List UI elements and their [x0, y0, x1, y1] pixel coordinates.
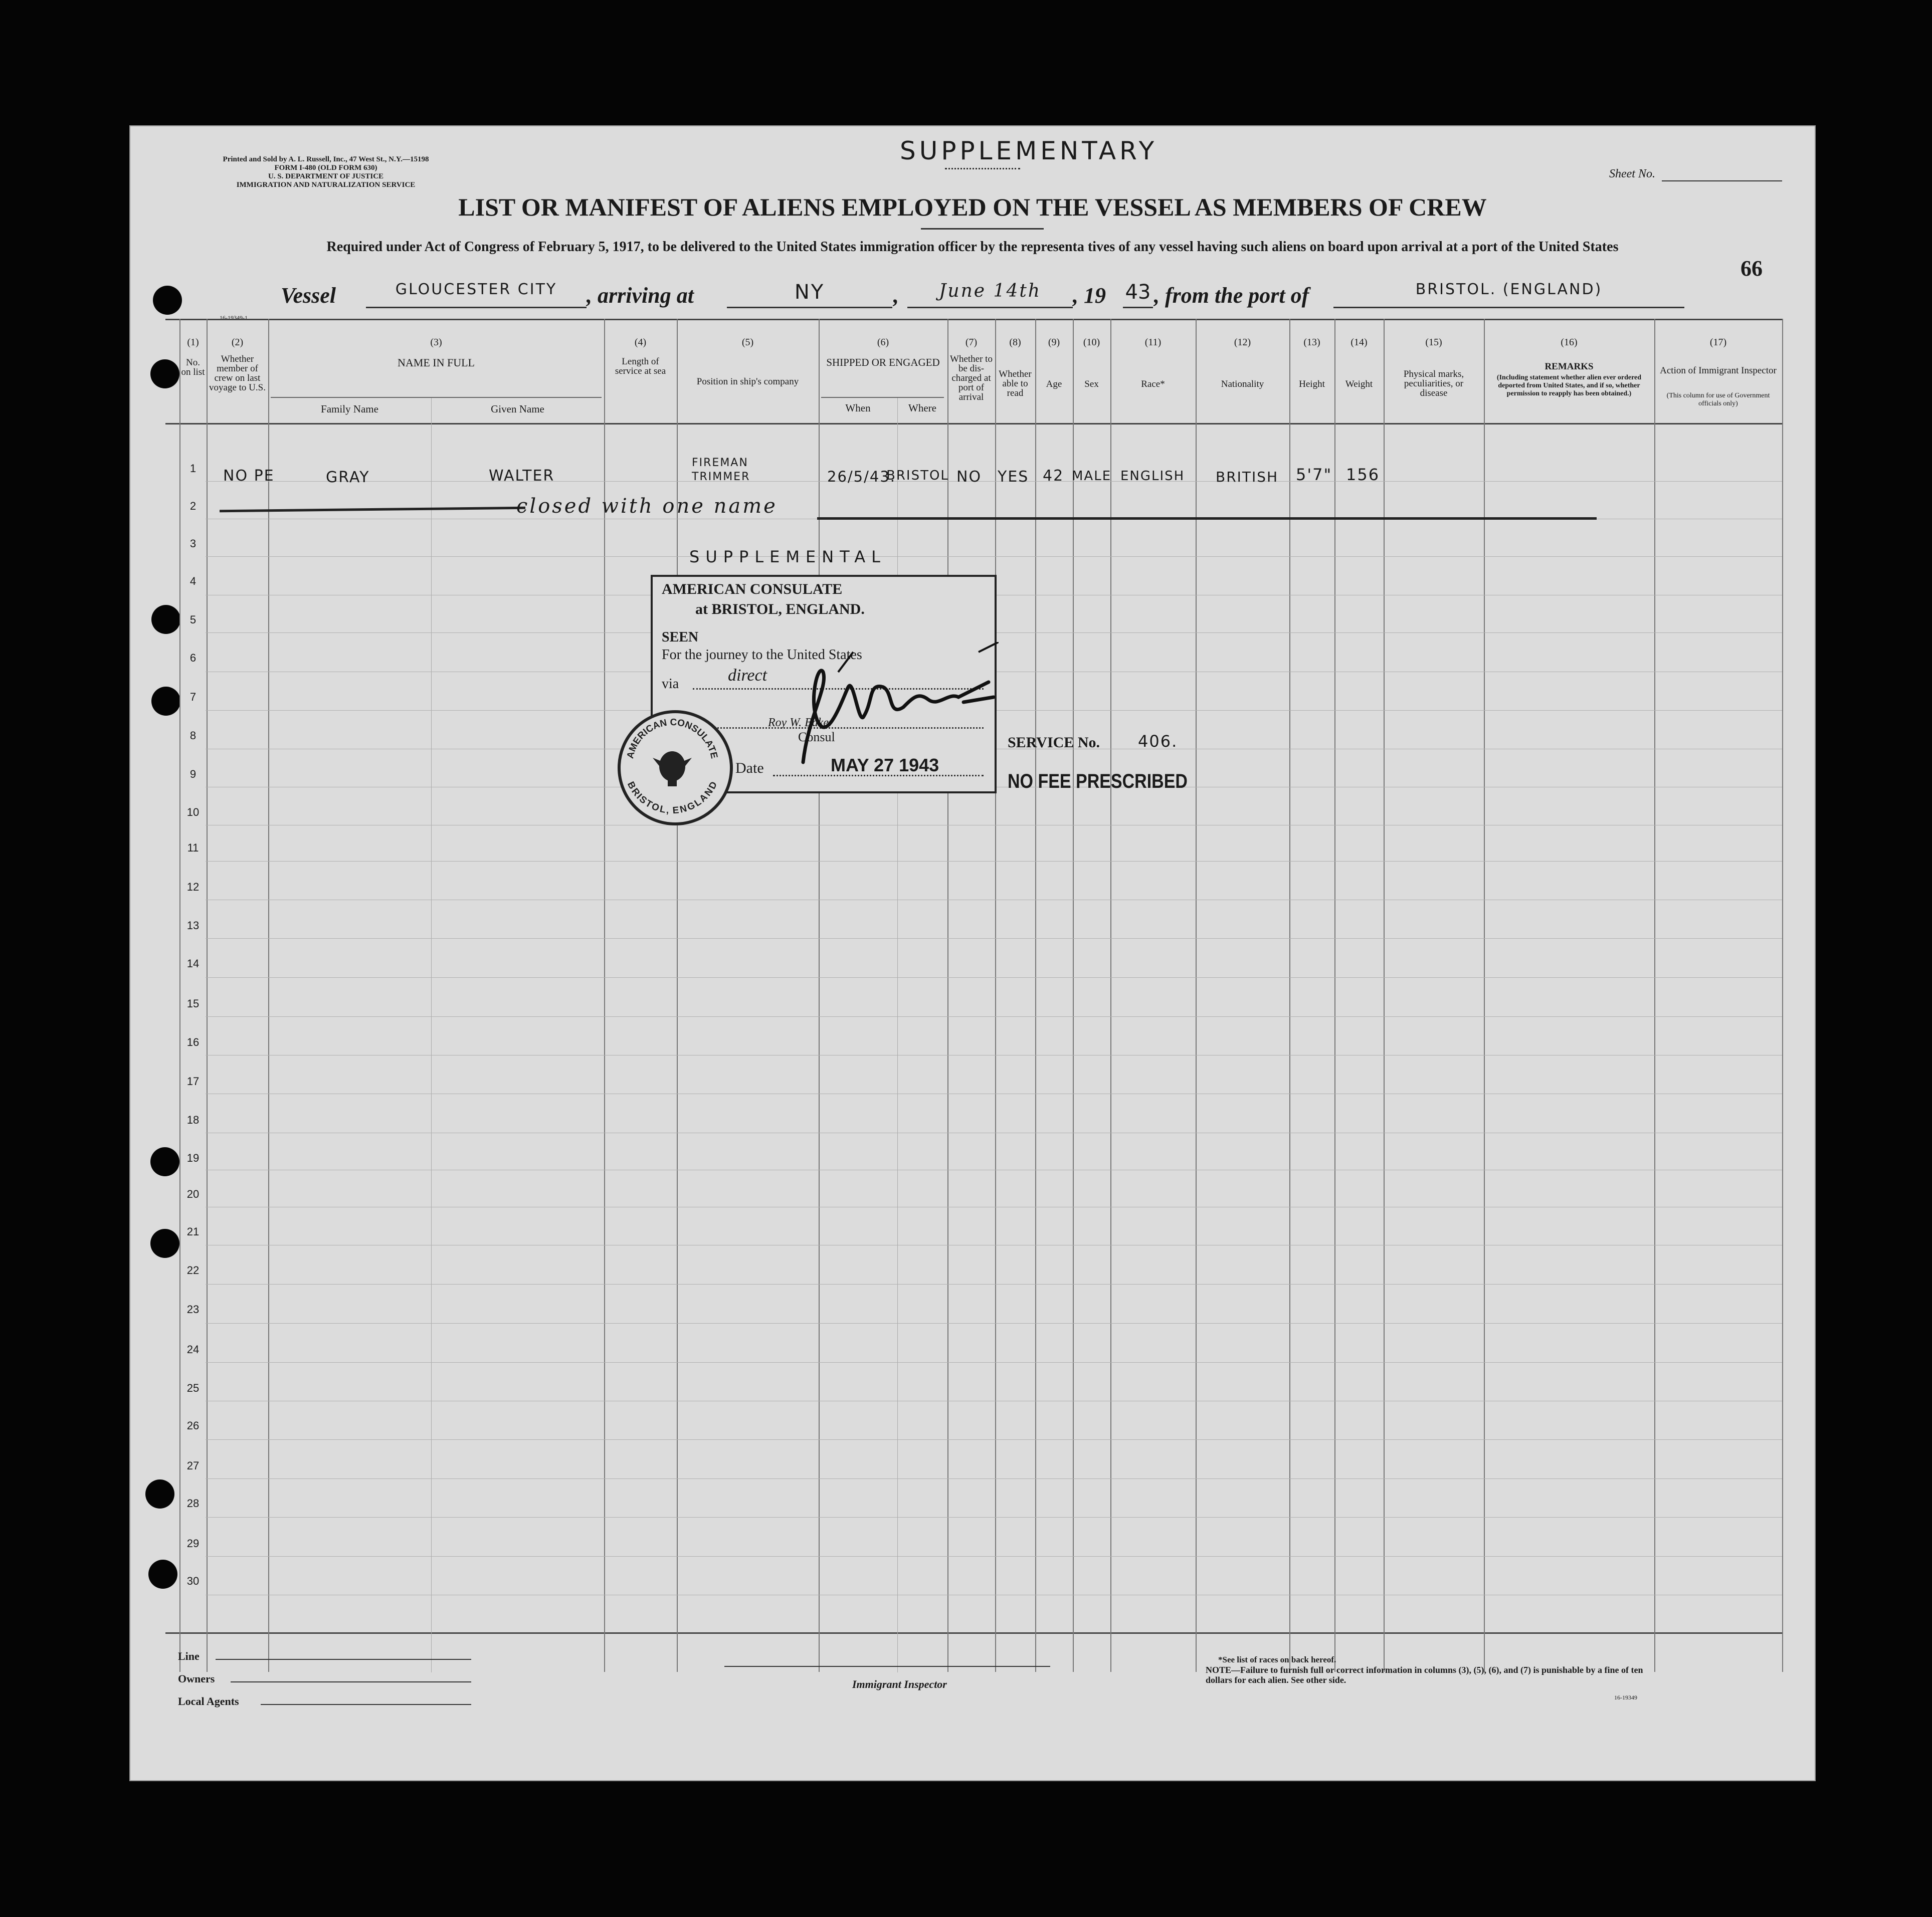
col-num: (9): [1048, 337, 1060, 348]
vessel-row: Vessel GLOUCESTER CITY , arriving at NY , June 14th , 19 43 , from the port of BRISTOL. (ENGLAND): [281, 283, 1835, 313]
col-num: (5): [741, 337, 754, 348]
col-num: (7): [965, 337, 978, 348]
sheet-no-label: Sheet No.: [1609, 167, 1655, 180]
row-number: 9: [189, 768, 197, 780]
arriving-label: , arriving at: [587, 283, 694, 308]
col-head-discharged: Whether to be dis-charged at port of arrival: [950, 354, 993, 402]
row-number: 8: [189, 729, 197, 742]
stamp-journey: For the journey to the United States: [662, 647, 862, 663]
header-bottom-rule: [165, 423, 1782, 424]
closing-line-left: [220, 507, 525, 512]
printer-imprint: [196, 155, 456, 189]
row-number: 11: [187, 841, 199, 854]
arriving-port-field: [727, 283, 892, 308]
row-line: [206, 1556, 1782, 1557]
year-prefix: , 19: [1073, 283, 1106, 308]
row-line: [206, 1439, 1782, 1440]
stamp-date-value: MAY 27 1943: [831, 755, 939, 775]
page-number: 66: [1741, 256, 1763, 281]
entry-position-1: FIREMAN: [692, 457, 748, 469]
col-num: (10): [1083, 337, 1100, 348]
entry-read: YES: [998, 468, 1029, 486]
entry-race: ENGLISH: [1120, 469, 1185, 484]
row-number: 10: [186, 806, 200, 818]
row-number: 20: [186, 1188, 200, 1200]
stamp-line1: AMERICAN CONSULATE: [662, 581, 843, 597]
requirement-text: Required under Act of Congress of February 5, 1917, to be delivered to the United States immigration officer by the representa tives of any vessel having such aliens on board upon arrival at a port of the United States: [326, 239, 1619, 255]
row-number: 18: [186, 1114, 200, 1126]
row-line: [206, 1284, 1782, 1285]
row-number: 15: [186, 997, 200, 1010]
row-number: 7: [189, 691, 197, 703]
col-head-age: Age: [1046, 379, 1062, 389]
row-number: 12: [186, 881, 200, 893]
row-line: [206, 977, 1782, 978]
row-number: 28: [186, 1497, 200, 1510]
col-head-service-length: Length of service at sea: [615, 356, 666, 376]
entry-nationality: BRITISH: [1216, 469, 1279, 485]
consul-signature: [788, 642, 999, 772]
punch-hole: [151, 605, 180, 634]
row-number: 19: [186, 1152, 200, 1164]
stamp-consul-name: Roy W. Baker: [768, 716, 834, 729]
from-label: , from the port of: [1154, 283, 1309, 308]
row-line: [206, 556, 1782, 557]
col-head-no: No. on list: [181, 357, 205, 377]
entry-weight: 156: [1346, 465, 1380, 484]
manifest-page: [129, 125, 1816, 1781]
printer-line: U. S. DEPARTMENT OF JUSTICE: [268, 172, 384, 180]
punch-hole: [151, 687, 180, 716]
footer-code: 16-19349: [1614, 1694, 1637, 1701]
entry-discharged: NO: [956, 468, 982, 486]
row-number: 21: [186, 1225, 200, 1238]
col-head-name: NAME IN FULL: [398, 356, 475, 369]
row-line: [206, 1362, 1782, 1363]
from-port-field: [1333, 283, 1684, 308]
row-line: [206, 481, 1782, 482]
col-num: (3): [430, 337, 442, 348]
entry-position-2: TRIMMER: [692, 471, 750, 483]
col-head-nationality: Nationality: [1221, 379, 1264, 389]
row-number: 14: [186, 957, 200, 970]
row-line: [206, 938, 1782, 939]
col-num: (2): [231, 337, 244, 348]
col-head-remarks: REMARKS: [1544, 361, 1594, 372]
entry-sex: MALE: [1072, 469, 1112, 484]
row-line: [206, 1478, 1782, 1479]
col-head-last-voyage: Whether member of crew on last voyage to U.S.: [209, 354, 266, 393]
col-head-sex: Sex: [1084, 379, 1099, 389]
footer-agents-label: Local Agents: [178, 1695, 239, 1708]
stamp-via-value: direct: [728, 666, 767, 685]
fine-note: NOTE—Failure to furnish full or correct information in columns (3), (5), (6), and (7) is punishable by a fine of ten dollars for each alien. See other side.: [1206, 1665, 1643, 1685]
row-number: 16: [186, 1036, 200, 1048]
stamp-line2: at BRISTOL, ENGLAND.: [695, 601, 865, 617]
col-head-read: Whether able to read: [999, 369, 1032, 398]
seal-text-bottom: BRISTOL, ENGLAND: [625, 780, 720, 816]
arrival-date: June 14th: [938, 281, 1041, 301]
punch-hole: [148, 1560, 177, 1589]
col-head-given-name: Given Name: [491, 403, 544, 415]
supplementary-handwritten: SUPPLEMENTARY: [900, 136, 1158, 165]
arriving-port: NY: [794, 281, 825, 304]
col-head-remarks-note: (Including statement whether alien ever ordered deported from United States, and if so, whether permission to reapply has been obtained.): [1496, 374, 1642, 397]
col-num: (1): [187, 337, 199, 348]
vessel-name-field: [366, 283, 587, 308]
from-port: BRISTOL. (ENGLAND): [1415, 281, 1603, 298]
row-number: 25: [186, 1382, 200, 1394]
printer-line: Printed and Sold by A. L. Russell, Inc., 47 West St., N.Y.—15198: [223, 155, 429, 163]
row-number: 24: [186, 1343, 200, 1356]
row-number: 4: [189, 575, 197, 587]
col-head-position: Position in ship's company: [696, 376, 799, 387]
grid-bottom-rule: [165, 1632, 1782, 1634]
entry-height: 5'7": [1296, 465, 1332, 484]
page-title: LIST OR MANIFEST OF ALIENS EMPLOYED ON THE VESSEL AS MEMBERS OF CREW: [458, 193, 1487, 221]
punch-hole: [150, 1147, 179, 1176]
service-number: 406.: [1138, 732, 1178, 751]
col-num: (4): [634, 337, 647, 348]
date-field: [907, 283, 1073, 308]
entry-when: 26/5/43.: [827, 468, 896, 485]
col-num: (6): [877, 337, 889, 348]
row-number: 2: [189, 500, 197, 512]
row-number: 1: [189, 462, 197, 475]
printer-line: IMMIGRATION AND NATURALIZATION SERVICE: [236, 181, 416, 189]
col-head-physical: Physical marks, peculiarities, or disease: [1403, 369, 1464, 398]
entry-age: 42: [1043, 467, 1064, 485]
row-number: 17: [186, 1075, 200, 1088]
punch-hole: [150, 1229, 179, 1258]
row-line: [206, 1016, 1782, 1017]
col-head-inspector-note: (This column for use of Government officials only): [1666, 392, 1770, 407]
row-line: [206, 1517, 1782, 1518]
col-num: (17): [1709, 337, 1727, 348]
entry-last-voyage: NO PE: [223, 467, 275, 485]
service-label: SERVICE No.: [1008, 734, 1100, 751]
punch-hole: [145, 1479, 174, 1509]
col-num: (15): [1425, 337, 1442, 348]
col-head-inspector: Action of Immigrant Inspector: [1660, 365, 1777, 376]
sheet-no-line: [1662, 180, 1782, 181]
col-head-where: Where: [908, 402, 936, 414]
title-rule: [921, 228, 1044, 230]
inspector-label: Immigrant Inspector: [852, 1678, 947, 1690]
row-number: 23: [186, 1303, 200, 1316]
col-head-height: Height: [1299, 379, 1325, 389]
year-field: [1123, 283, 1153, 308]
stamp-via-label: via: [662, 676, 679, 692]
header-top-rule: [165, 319, 1782, 320]
eagle-icon: [653, 751, 692, 786]
closing-line-right: [817, 517, 1597, 520]
seal-text-top: AMERICAN CONSULATE: [625, 717, 720, 760]
row-line: [206, 1323, 1782, 1324]
row-number: 30: [186, 1575, 200, 1587]
consulate-seal: [618, 710, 733, 825]
stamp-consul-label: Consul: [798, 730, 835, 744]
col-head-weight: Weight: [1345, 379, 1373, 389]
supplementary-underline: [945, 168, 1020, 169]
closed-note: closed with one name: [516, 495, 778, 518]
row-number: 29: [186, 1537, 200, 1550]
footer-owners-label: Owners: [178, 1672, 215, 1685]
col-num: (8): [1009, 337, 1021, 348]
year-value: 43: [1125, 281, 1151, 304]
row-number: 13: [186, 919, 200, 932]
row-number: 27: [186, 1459, 200, 1472]
col-head-family-name: Family Name: [321, 403, 378, 415]
entry-given-name: WALTER: [489, 467, 555, 485]
supplemental-handwritten: SUPPLEMENTAL: [689, 547, 886, 566]
stamp-seen: SEEN: [662, 629, 699, 645]
row-number: 6: [189, 652, 197, 664]
printer-line: FORM I-480 (OLD FORM 630): [274, 164, 377, 172]
row-number: 26: [186, 1419, 200, 1432]
races-note: *See list of races on back hereof.: [1218, 1655, 1336, 1664]
no-fee-stamp: NO FEE PRESCRIBED: [1008, 770, 1188, 792]
entry-family-name: GRAY: [326, 469, 370, 486]
footer-line-label: Line: [178, 1650, 200, 1662]
form-code: 16-19349-1: [220, 314, 248, 321]
punch-hole: [153, 286, 182, 315]
col-num: (16): [1561, 337, 1578, 348]
col-num: (11): [1144, 337, 1162, 348]
vessel-label: Vessel: [281, 283, 336, 308]
col-num: (14): [1350, 337, 1368, 348]
col-num: (13): [1303, 337, 1320, 348]
row-number: 5: [189, 613, 197, 626]
col-head-race: Race*: [1141, 379, 1165, 389]
row-number: 3: [189, 537, 197, 550]
row-number: 22: [186, 1264, 200, 1276]
col-head-shipped: SHIPPED OR ENGAGED: [826, 356, 940, 368]
vessel-name: GLOUCESTER CITY: [395, 281, 557, 298]
punch-hole: [150, 359, 179, 388]
col-head-when: When: [845, 402, 871, 414]
entry-where: BRISTOL: [886, 468, 949, 483]
row-line: [206, 861, 1782, 862]
col-num: (12): [1234, 337, 1251, 348]
stamp-date-label: Date: [735, 760, 764, 776]
